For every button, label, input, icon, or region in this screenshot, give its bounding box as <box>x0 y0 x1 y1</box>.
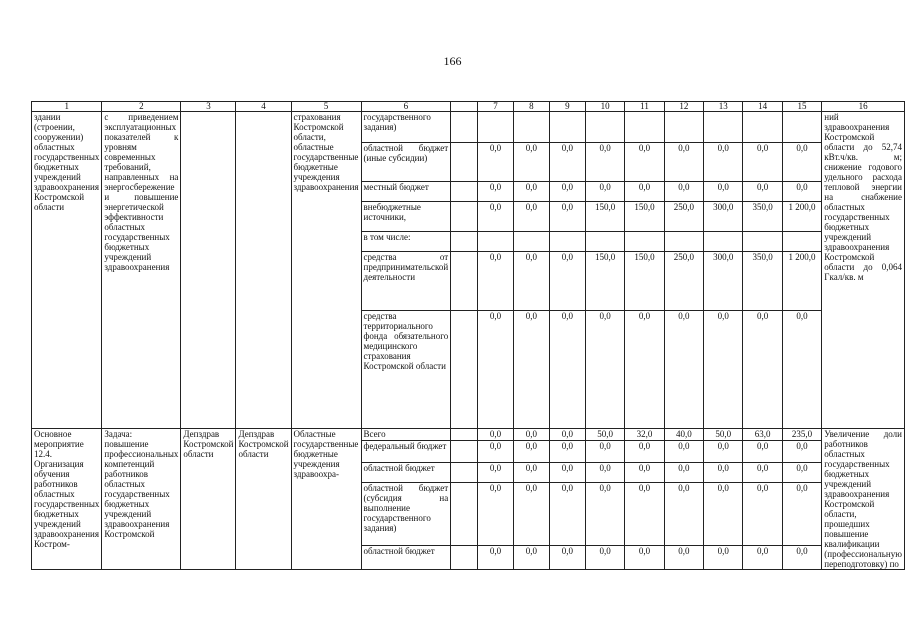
header-row <box>32 102 905 112</box>
value-cell <box>782 112 821 143</box>
responsible-executor <box>181 112 236 429</box>
table-row <box>32 429 905 441</box>
budget-table <box>31 101 905 570</box>
value-cell: 150,0 <box>625 252 664 311</box>
value-cell <box>625 232 664 252</box>
value-cell: 0,0 <box>625 463 664 483</box>
participants: страхования Костромской области, областные государственные бюджетные учреждения здравоохранения <box>291 112 361 429</box>
empty-cell <box>451 143 478 182</box>
empty-cell <box>451 232 478 252</box>
value-cell: 0,0 <box>704 143 743 182</box>
value-cell <box>477 112 513 143</box>
value-cell: 0,0 <box>513 441 549 463</box>
value-cell: 0,0 <box>782 463 821 483</box>
header-cell: 2 <box>102 102 181 112</box>
participants: Областные государственные бюджетные учреждения здравоохра- <box>291 429 361 570</box>
value-cell <box>743 112 782 143</box>
header-cell: 4 <box>236 102 291 112</box>
value-cell: 0,0 <box>782 483 821 546</box>
header-cell: 7 <box>477 102 513 112</box>
funding-source: областной бюджет (иные субсидии) <box>361 143 451 182</box>
value-cell <box>704 232 743 252</box>
empty-cell <box>451 483 478 546</box>
co-executor <box>236 112 291 429</box>
value-cell <box>549 232 585 252</box>
value-cell: 0,0 <box>704 483 743 546</box>
value-cell: 0,0 <box>477 143 513 182</box>
funding-source: внебюджетные источники, <box>361 202 451 232</box>
header-cell <box>451 102 478 112</box>
value-cell: 0,0 <box>585 483 624 546</box>
header-cell: 14 <box>743 102 782 112</box>
value-cell: 0,0 <box>585 463 624 483</box>
value-cell: 0,0 <box>549 441 585 463</box>
value-cell: 0,0 <box>585 182 624 202</box>
value-cell: 0,0 <box>513 143 549 182</box>
empty-cell <box>451 311 478 429</box>
funding-source: областной бюджет <box>361 463 451 483</box>
funding-source: средства от предпринимательской деятельности <box>361 252 451 311</box>
value-cell: 0,0 <box>704 463 743 483</box>
value-cell: 0,0 <box>549 252 585 311</box>
value-cell: 0,0 <box>743 546 782 570</box>
event-name: здании (строении, сооружении) областных государственных бюджетных учреждений здравоохранения Костромской области <box>32 112 102 429</box>
value-cell: 1 200,0 <box>782 252 821 311</box>
value-cell: 0,0 <box>585 143 624 182</box>
value-cell: 150,0 <box>585 252 624 311</box>
value-cell: 350,0 <box>743 252 782 311</box>
funding-source: областной бюджет <box>361 546 451 570</box>
value-cell: 0,0 <box>625 546 664 570</box>
value-cell: 0,0 <box>664 143 703 182</box>
value-cell: 0,0 <box>549 311 585 429</box>
empty-cell <box>451 441 478 463</box>
value-cell <box>477 232 513 252</box>
result-indicator: ний здравоохранения Костромской области до 52,74 кВт.ч/кв. м; снижение годового удельного расхода тепловой энергии на снабжение областных государственных бюджетных учреждений здравоохранения Костромской области до 0,064 Гкал/кв. м <box>822 112 905 429</box>
value-cell: 1 200,0 <box>782 202 821 232</box>
header-cell: 11 <box>625 102 664 112</box>
value-cell: 0,0 <box>743 182 782 202</box>
value-cell: 32,0 <box>625 429 664 441</box>
value-cell: 250,0 <box>664 252 703 311</box>
value-cell: 0,0 <box>743 463 782 483</box>
table-row <box>32 112 905 143</box>
value-cell: 0,0 <box>743 143 782 182</box>
empty-cell <box>451 429 478 441</box>
header-cell: 16 <box>822 102 905 112</box>
value-cell: 0,0 <box>625 182 664 202</box>
empty-cell <box>451 546 478 570</box>
value-cell: 50,0 <box>704 429 743 441</box>
funding-source: Всего <box>361 429 451 441</box>
event-name: Основное мероприятие 12.4. Организация обучения работников областных государственных бюджетных учреждений здравоохранения Костром- <box>32 429 102 570</box>
value-cell: 350,0 <box>743 202 782 232</box>
value-cell: 0,0 <box>664 483 703 546</box>
value-cell: 0,0 <box>513 202 549 232</box>
value-cell <box>625 112 664 143</box>
value-cell: 0,0 <box>477 311 513 429</box>
responsible-executor: Депздрав Костромской области <box>181 429 236 570</box>
value-cell: 0,0 <box>585 311 624 429</box>
value-cell: 0,0 <box>549 483 585 546</box>
value-cell: 0,0 <box>782 546 821 570</box>
header-cell: 15 <box>782 102 821 112</box>
value-cell: 0,0 <box>782 143 821 182</box>
value-cell: 0,0 <box>513 182 549 202</box>
value-cell: 0,0 <box>704 441 743 463</box>
value-cell <box>704 112 743 143</box>
value-cell: 0,0 <box>477 202 513 232</box>
value-cell: 0,0 <box>549 202 585 232</box>
empty-cell <box>451 252 478 311</box>
value-cell: 0,0 <box>664 441 703 463</box>
value-cell <box>585 112 624 143</box>
value-cell: 0,0 <box>664 463 703 483</box>
value-cell: 50,0 <box>585 429 624 441</box>
value-cell: 0,0 <box>585 546 624 570</box>
funding-source: государственного задания) <box>361 112 451 143</box>
value-cell: 0,0 <box>585 441 624 463</box>
value-cell: 0,0 <box>664 546 703 570</box>
result-indicator: Увеличение доли работников областных государственных бюджетных учреждений здравоохранения Костромской области, прошедших повышение квалификации (профессиональную переподготовку) по <box>822 429 905 570</box>
value-cell: 0,0 <box>549 463 585 483</box>
value-cell: 0,0 <box>549 546 585 570</box>
value-cell: 40,0 <box>664 429 703 441</box>
value-cell: 0,0 <box>704 311 743 429</box>
value-cell: 0,0 <box>782 311 821 429</box>
value-cell: 250,0 <box>664 202 703 232</box>
value-cell <box>664 232 703 252</box>
task-description: Задача: повышение профессиональных компетенций работников областных государственных бюджетных учреждений здравоохранения Костромской <box>102 429 181 570</box>
value-cell: 0,0 <box>477 546 513 570</box>
value-cell <box>743 232 782 252</box>
value-cell: 0,0 <box>625 483 664 546</box>
value-cell <box>782 232 821 252</box>
header-cell: 13 <box>704 102 743 112</box>
value-cell: 0,0 <box>743 483 782 546</box>
value-cell: 0,0 <box>625 441 664 463</box>
value-cell: 235,0 <box>782 429 821 441</box>
value-cell: 0,0 <box>704 546 743 570</box>
value-cell: 0,0 <box>477 463 513 483</box>
value-cell: 0,0 <box>513 483 549 546</box>
funding-source: в том числе: <box>361 232 451 252</box>
value-cell: 0,0 <box>549 143 585 182</box>
value-cell: 0,0 <box>477 429 513 441</box>
value-cell: 150,0 <box>585 202 624 232</box>
value-cell: 0,0 <box>549 429 585 441</box>
header-cell: 12 <box>664 102 703 112</box>
header-cell: 6 <box>361 102 451 112</box>
value-cell: 63,0 <box>743 429 782 441</box>
empty-cell <box>451 112 478 143</box>
value-cell: 0,0 <box>782 441 821 463</box>
value-cell: 0,0 <box>664 311 703 429</box>
value-cell: 0,0 <box>513 463 549 483</box>
empty-cell <box>451 202 478 232</box>
value-cell: 0,0 <box>664 182 703 202</box>
header-cell: 5 <box>291 102 361 112</box>
value-cell: 0,0 <box>477 182 513 202</box>
value-cell: 300,0 <box>704 202 743 232</box>
value-cell: 0,0 <box>743 311 782 429</box>
value-cell: 0,0 <box>513 311 549 429</box>
value-cell: 0,0 <box>549 182 585 202</box>
value-cell: 0,0 <box>625 311 664 429</box>
value-cell: 150,0 <box>625 202 664 232</box>
funding-source: областной бюджет (субсидия на выполнение государственного задания) <box>361 483 451 546</box>
value-cell: 0,0 <box>477 252 513 311</box>
header-cell: 10 <box>585 102 624 112</box>
value-cell: 0,0 <box>513 252 549 311</box>
value-cell: 0,0 <box>743 441 782 463</box>
value-cell: 0,0 <box>477 483 513 546</box>
value-cell: 0,0 <box>782 182 821 202</box>
funding-source: федеральный бюджет <box>361 441 451 463</box>
value-cell <box>549 112 585 143</box>
page-number: 166 <box>443 54 462 68</box>
funding-source: местный бюджет <box>361 182 451 202</box>
value-cell <box>513 112 549 143</box>
funding-source: средства территориального фонда обязательного медицинского страхования Костромской области <box>361 311 451 429</box>
header-cell: 1 <box>32 102 102 112</box>
value-cell: 0,0 <box>625 143 664 182</box>
value-cell <box>585 232 624 252</box>
empty-cell <box>451 463 478 483</box>
value-cell: 300,0 <box>704 252 743 311</box>
task-description: с приведением эксплуатационных показателей к уровням современных требований, направленных на энергосбережение и повышение энергетической эффективности областных государственных бюджетных учреждений здравоохранения <box>102 112 181 429</box>
co-executor: Депздрав Костромской области <box>236 429 291 570</box>
value-cell: 0,0 <box>704 182 743 202</box>
header-cell: 9 <box>549 102 585 112</box>
header-cell: 3 <box>181 102 236 112</box>
value-cell <box>664 112 703 143</box>
value-cell: 0,0 <box>513 429 549 441</box>
value-cell <box>513 232 549 252</box>
empty-cell <box>451 182 478 202</box>
header-cell: 8 <box>513 102 549 112</box>
value-cell: 0,0 <box>513 546 549 570</box>
value-cell: 0,0 <box>477 441 513 463</box>
